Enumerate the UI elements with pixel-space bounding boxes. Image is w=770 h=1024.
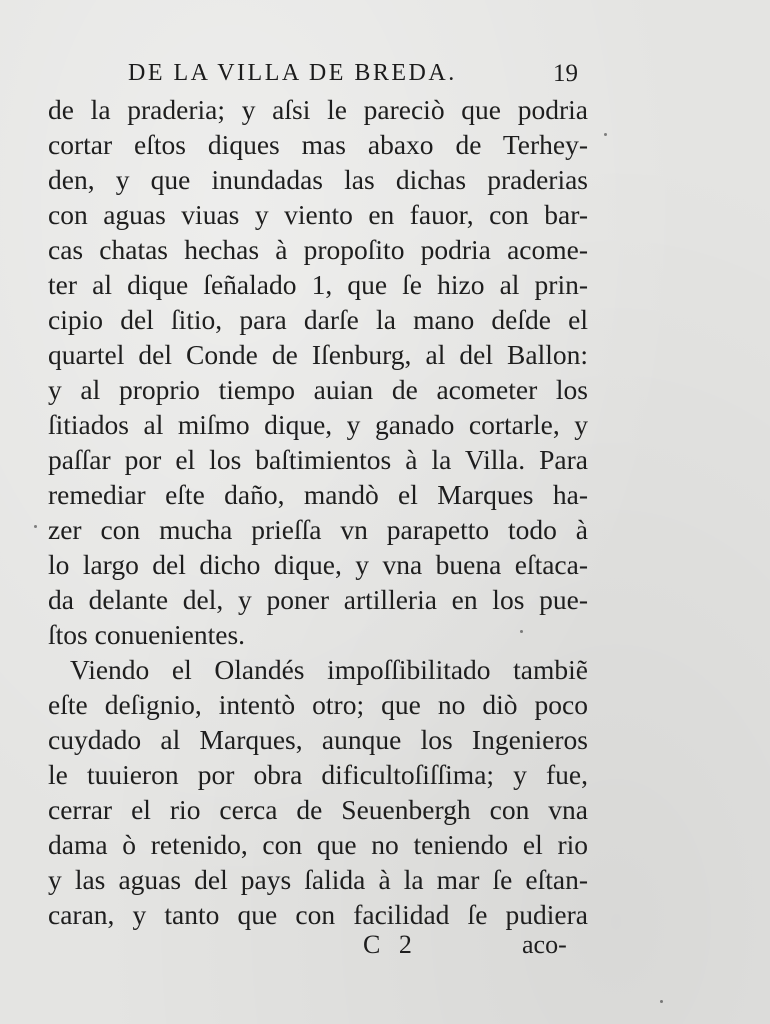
text-line: caran, y tanto que con facilidad ſe pudiera: [48, 899, 588, 930]
text-line: ſtos conuenientes.: [48, 619, 246, 650]
signature-mark: C 2: [363, 930, 418, 959]
catchword: aco-: [522, 930, 567, 959]
body-text: [48, 92, 608, 932]
running-head: DE LA VILLA DE BREDA.: [128, 60, 457, 86]
text-line: ſitiados al miſmo dique, y ganado cortarle, y: [48, 409, 588, 440]
paper-speck: [660, 1000, 663, 1003]
text-line: y las aguas del pays ſalida à la mar ſe eſtan-: [48, 864, 588, 895]
text-line: quartel del Conde de Iſenburg, al del Ballon:: [48, 339, 588, 370]
text-line: con aguas viuas y viento en fauor, con bar-: [48, 199, 588, 230]
text-line: cerrar el rio cerca de Seuenbergh con vna: [48, 794, 588, 825]
text-line: dama ò retenido, con que no teniendo el rio: [48, 829, 588, 860]
page-header: [128, 60, 578, 94]
text-line: cipio del ſitio, para darſe la mano deſde el: [48, 304, 588, 335]
text-line: remediar eſte daño, mandò el Marques ha-: [48, 479, 588, 510]
paper-speck: [34, 525, 37, 528]
text-line: lo largo del dicho dique, y vna buena eſtaca-: [48, 549, 588, 580]
page-number: 19: [553, 60, 578, 87]
text-line: eſte deſignio, intentò otro; que no diò poco: [48, 689, 588, 720]
paragraph-start-line: Viendo el Olandés impoſſibilitado tambiẽ: [70, 654, 588, 685]
text-line: de la praderia; y aſsi le pareciò que podria: [48, 94, 588, 125]
text-line: zer con mucha prieſſa vn parapetto todo à: [48, 514, 588, 545]
page-footer: [0, 930, 770, 970]
text-line: cuydado al Marques, aunque los Ingenieros: [48, 724, 588, 755]
paper-speck: [604, 133, 607, 136]
text-line: y al proprio tiempo auian de acometer los: [48, 374, 588, 405]
paper-speck: [520, 630, 523, 633]
text-line: ter al dique ſeñalado 1, que ſe hizo al prin-: [48, 269, 588, 300]
text-line: paſſar por el los baſtimientos à la Villa. Para: [48, 444, 588, 475]
text-line: da delante del, y poner artilleria en los pue-: [48, 584, 588, 615]
text-line: le tuuieron por obra dificultoſiſſima; y fue,: [48, 759, 588, 790]
text-line: den, y que inundadas las dichas praderias: [48, 164, 588, 195]
text-line: cortar eſtos diques mas abaxo de Terhey-: [48, 129, 588, 160]
text-line: cas chatas hechas à propoſito podria acome-: [48, 234, 588, 265]
